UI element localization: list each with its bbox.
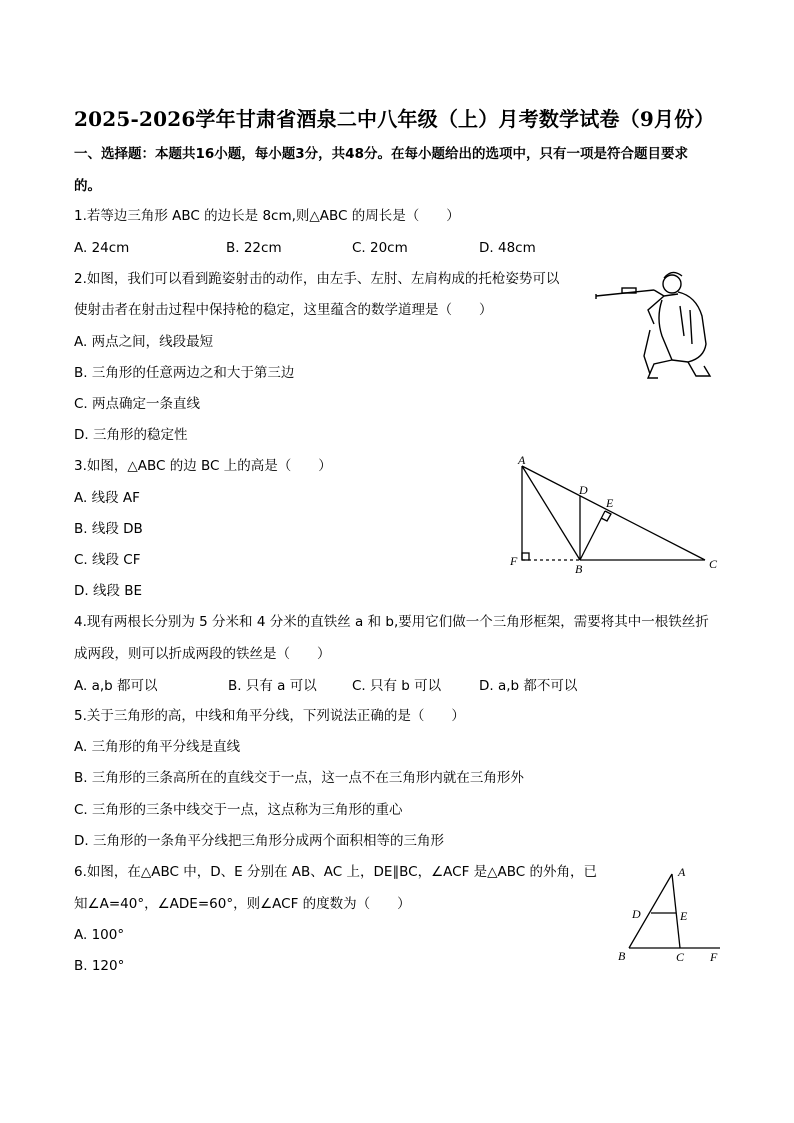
q4-stem-line2: 成两段，则可以折成两段的铁丝是（ ） [74,646,331,662]
q6-label-f: F [710,950,718,964]
q6-label-a: A [678,865,686,879]
q1-option-b: B. 22cm [226,240,282,256]
q3-option-d: D. 线段 BE [74,583,143,599]
q6-label-e: E [680,909,688,923]
q1-option-c: C. 20cm [352,240,408,256]
q3-option-c: C. 线段 CF [74,552,141,568]
q2-stem-line1: 2.如图，我们可以看到跪姿射击的动作，由左手、左肘、左肩构成的托枪姿势可以 [74,271,560,287]
exam-title: 2025-2026学年甘肃省酒泉二中八年级（上）月考数学试卷（9月份） [74,107,715,131]
section-heading-line2: 的。 [74,178,101,194]
q2-option-a: A. 两点之间，线段最短 [74,334,214,350]
section-heading-line1: 一、选择题：本题共16小题，每小题3分，共48分。在每小题给出的选项中，只有一项是符合题目要求 [74,146,688,162]
q1-stem: 1.若等边三角形 ABC 的边长是 8cm,则△ABC 的周长是（ ） [74,208,460,224]
q5-option-b: B. 三角形的三条高所在的直线交于一点，这一点不在三角形内就在三角形外 [74,770,524,786]
q4-stem-line1: 4.现有两根长分别为 5 分米和 4 分米的直铁丝 a 和 b,要用它们做一个三角形框架，需要将其中一根铁丝折 [74,614,709,630]
q3-label-d: D [579,483,588,497]
q2-stem-line2: 使射击者在射击过程中保持枪的稳定，这里蕴含的数学道理是（ ） [74,302,493,318]
q2-option-b: B. 三角形的任意两边之和大于第三边 [74,365,295,381]
q4-option-d: D. a,b 都不可以 [479,678,578,694]
q3-label-a: A [518,453,526,467]
q6-option-a: A. 100° [74,927,125,943]
q5-option-a: A. 三角形的角平分线是直线 [74,739,241,755]
q6-stem-line2: 知∠A=40°，∠ADE=60°，则∠ACF 的度数为（ ） [74,896,411,912]
kneeling-shooter-illustration [592,266,722,382]
q6-label-c: C [676,950,685,964]
q3-stem: 3.如图，△ABC 的边 BC 上的高是（ ） [74,458,332,474]
q5-option-d: D. 三角形的一条角平分线把三角形分成两个面积相等的三角形 [74,833,444,849]
q3-option-a: A. 线段 AF [74,490,140,506]
q3-label-e: E [606,496,614,510]
q2-option-d: D. 三角形的稳定性 [74,427,188,443]
q1-option-d: D. 48cm [479,240,536,256]
q2-option-c: C. 两点确定一条直线 [74,396,201,412]
q6-triangle-figure [612,862,724,966]
q6-label-d: D [632,907,641,921]
q3-label-f: F [510,554,518,568]
q3-triangle-figure [505,452,730,578]
q4-option-a: A. a,b 都可以 [74,678,158,694]
q3-label-b: B [575,562,583,576]
q3-option-b: B. 线段 DB [74,521,143,537]
q6-stem-line1: 6.如图，在△ABC 中，D、E 分别在 AB、AC 上，DE∥BC，∠ACF 是△ABC 的外角，已 [74,864,598,880]
q5-option-c: C. 三角形的三条中线交于一点，这点称为三角形的重心 [74,802,403,818]
q3-label-c: C [709,557,718,571]
q1-option-a: A. 24cm [74,240,130,256]
q6-label-b: B [618,949,626,963]
q6-option-b: B. 120° [74,958,125,974]
q4-option-c: C. 只有 b 可以 [352,678,442,694]
q5-stem: 5.关于三角形的高，中线和角平分线，下列说法正确的是（ ） [74,708,465,724]
q4-option-b: B. 只有 a 可以 [228,678,317,694]
